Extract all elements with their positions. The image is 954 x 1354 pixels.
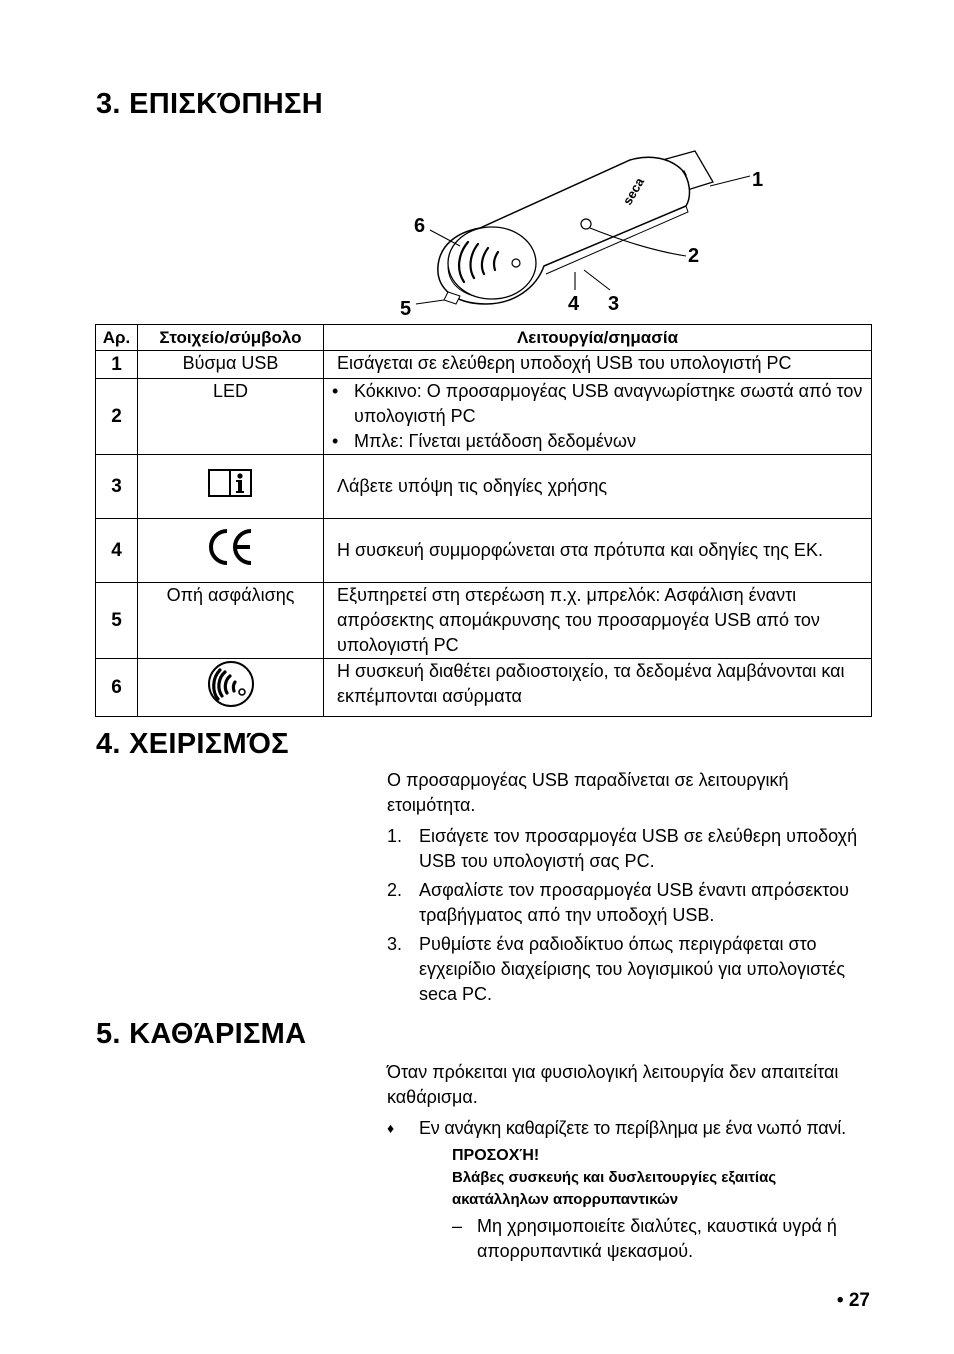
callout-4: 4 [568,293,580,315]
caution-block [452,1145,872,1264]
usb-adapter-illustration [390,148,780,320]
section-5-body [387,1060,872,1264]
callout-1: 1 [752,169,764,191]
list-item: – Μη χρησιμοποιείτε διαλύτες, καυστικά υγρά ή απορρυπαντικά ψεκασμού. [452,1216,837,1261]
table-row: 5 Οπή ασφάλισης Εξυπηρετεί στη στερέωση π.χ. μπρελόκ: Ασφάλιση έναντι απρόσεκτης απομάκρυνσης του προσαρμογέα USB από τον υπολογιστή PC [96,583,872,659]
table-row: 2 LED • Κόκκινο: Ο προσαρμογέας USB αναγνωρίστηκε σωστά από τον υπολογιστή PC • Μπλε: Γίνεται μετάδοση δεδομένων [96,379,872,455]
section-4-body [387,768,867,1011]
col-header-element: Στοιχείο/σύμβολο [138,325,324,351]
ce-mark-icon [205,527,257,567]
callout-5: 5 [400,298,412,320]
manual-info-icon [206,466,256,500]
steps-list [387,824,867,1007]
table-row: 3 Λάβετε υπόψη τις οδηγίες χρήσης [96,455,872,519]
col-header-function: Λειτουργία/σημασία [324,325,872,351]
list-item: 3. Ρυθμίστε ένα ραδιοδίκτυο όπως περιγράφεται στο εγχειρίδιο διαχείρισης του λογισμικού για υπολογιστές seca PC. [387,934,845,1004]
col-header-num: Αρ. [96,325,138,351]
radio-wireless-icon [206,660,256,708]
seca-logo: seca [619,174,648,208]
page-number: • 27 [836,1290,870,1311]
diamond-bullet-icon: ♦ [387,1120,395,1136]
overview-table [95,324,872,717]
table-row: 6 Η συσκευή διαθέτει ραδιοστοιχείο, τα δεδομένα λαμβάνονται και εκπέμπονται ασύρματα [96,659,872,717]
callout-2: 2 [688,245,700,267]
table-row: 1 Βύσμα USB Εισάγεται σε ελεύθερη υποδοχή USB του υπολογιστή PC [96,351,872,379]
callout-6: 6 [414,215,426,237]
led-indicator [581,219,591,229]
callout-3: 3 [608,293,620,315]
table-row: 4 Η συσκευή συμμορφώνεται στα πρότυπα και οδηγίες της ΕΚ. [96,519,872,583]
list-item: ♦ Εν ανάγκη καθαρίζετε το περίβλημα με ένα νωπό πανί. [387,1116,872,1141]
list-item: • Μπλε: Γίνεται μετάδοση δεδομένων [332,431,636,451]
caution-subtitle: Βλάβες συσκευής και δυσλειτουργίες εξαιτίας ακατάλληλων απορρυπαντικών [452,1169,777,1208]
list-item: 2. Ασφαλίστε τον προσαρμογέα USB έναντι απρόσεκτου τραβήγματος από την υποδοχή USB. [387,880,850,925]
section-5-heading: 5. ΚΑΘΆΡΙΣΜΑ [96,1018,307,1050]
section-4-heading: 4. ΧΕΙΡΙΣΜΌΣ [96,728,289,760]
section-5-intro: Όταν πρόκειται για φυσιολογική λειτουργία δεν απαιτείται καθάρισμα. [387,1062,839,1107]
caution-title: ΠΡΟΣΟΧΉ! [452,1147,540,1164]
section-4-intro: Ο προσαρμογέας USB παραδίνεται σε λειτουργική ετοιμότητα. [387,770,789,815]
list-item: 1. Εισάγετε τον προσαρμογέα USB σε ελεύθερη υποδοχή USB του υπολογιστή σας PC. [387,826,858,871]
section-3-heading: 3. ΕΠΙΣΚΌΠΗΣΗ [96,88,323,120]
table-header-row [96,325,872,351]
list-item: • Κόκκινο: Ο προσαρμογέας USB αναγνωρίστηκε σωστά από τον υπολογιστή PC [332,381,863,426]
